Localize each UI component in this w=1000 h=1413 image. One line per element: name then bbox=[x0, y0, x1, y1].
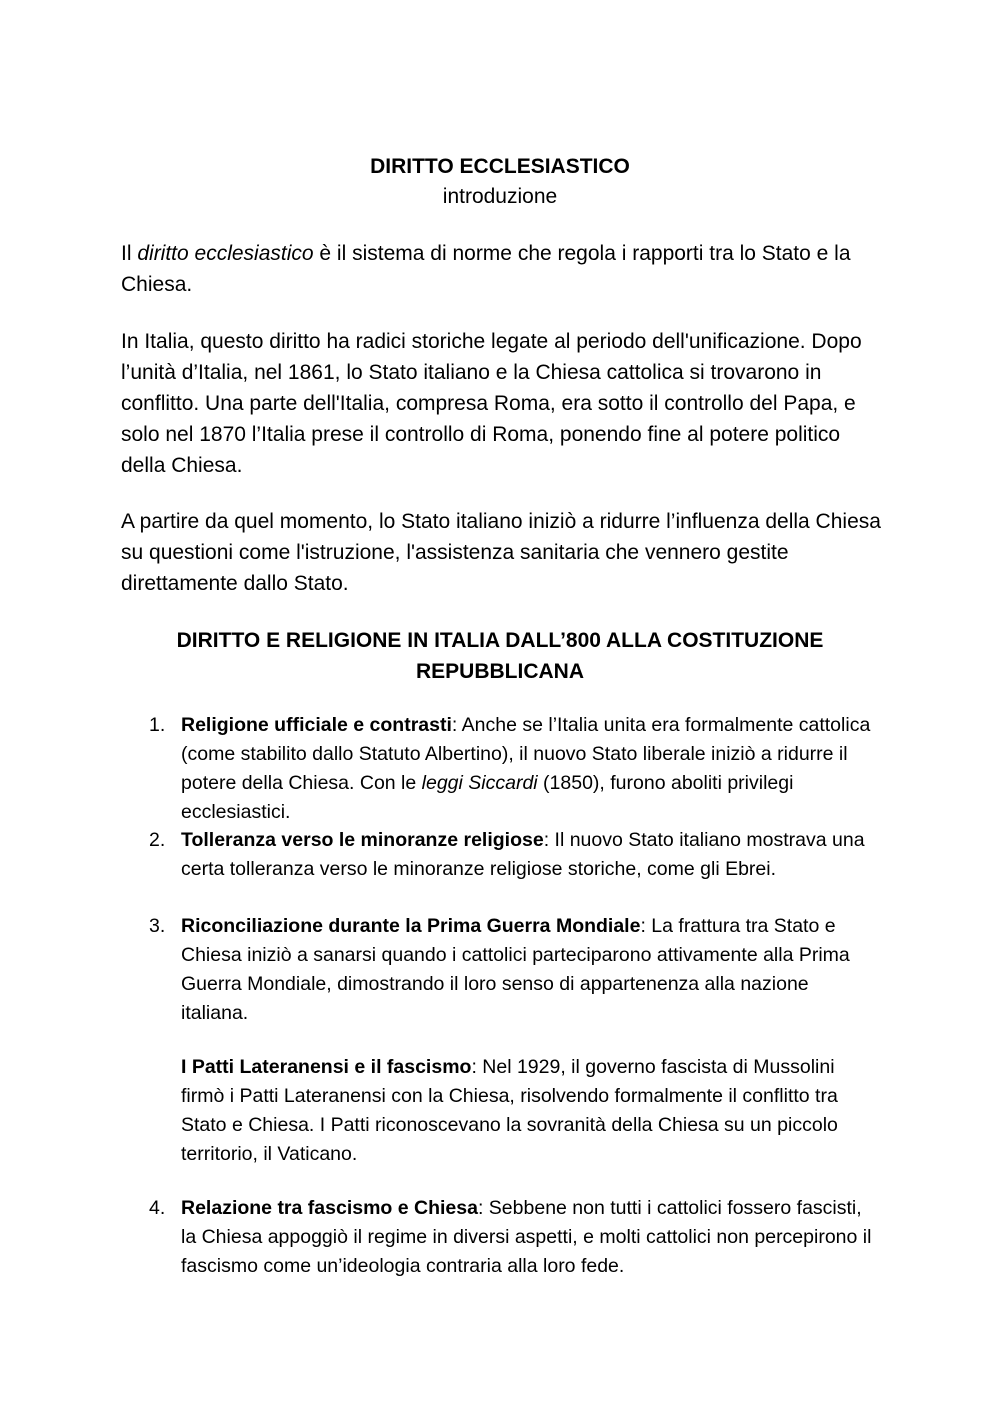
list-item-text: : Il nuovo Stato italiano mostrava una certa tolleranza verso le minoranze religiose storiche, come gli Ebrei. bbox=[181, 829, 865, 880]
list-item-heading: Religione ufficiale e contrasti bbox=[181, 714, 452, 736]
document-subtitle: introduzione bbox=[442, 185, 558, 208]
list-number: 3. bbox=[149, 915, 166, 937]
list-number: 4. bbox=[149, 1197, 166, 1219]
list-item bbox=[149, 912, 881, 1028]
list-item-heading: Relazione tra fascismo e Chiesa bbox=[181, 1197, 478, 1219]
list-item-text: : La frattura tra Stato e Chiesa iniziò a sanarsi quando i cattolici parteciparono attivamente alla Prima Guerra Mondiale, dimostrando il loro senso di appartenenza alla nazione italiana. bbox=[181, 915, 850, 1024]
section-heading: DIRITTO E RELIGIONE IN ITALIA DALL’800 ALLA COSTITUZIONE REPUBBLICANA bbox=[176, 629, 824, 683]
intro-text-end: è il sistema di norme che regola i rapporti tra lo Stato e la Chiesa. bbox=[121, 242, 851, 296]
history-paragraph: In Italia, questo diritto ha radici storiche legate al periodo dell'unificazione. Dopo l’unità d’Italia, nel 1861, lo Stato italiano e la Chiesa cattolica si trovarono in conflitto. Una parte dell'Italia, compresa Roma, era sotto il controllo del Papa, e solo nel 1870 l’Italia prese il controllo di Roma, ponendo fine al potere politico della Chiesa. bbox=[121, 330, 862, 477]
list-number: 1. bbox=[149, 714, 166, 736]
intro-italic-term: diritto ecclesiastico bbox=[137, 242, 314, 265]
list-item-text-end: (1850), furono aboliti privilegi ecclesiastici. bbox=[181, 772, 794, 823]
list-item-text: : Sebbene non tutti i cattolici fossero fascisti, la Chiesa appoggiò il regime in diversi aspetti, e molti cattolici non percepirono il fascismo come un’ideologia contraria alla loro fede. bbox=[181, 1197, 872, 1277]
intro-text-start: Il bbox=[121, 242, 138, 265]
influence-paragraph: A partire da quel momento, lo Stato italiano iniziò a ridurre l’influenza della Chiesa su questioni come l'istruzione, l'assistenza sanitaria che vennero gestite direttamente dallo Stato. bbox=[121, 510, 881, 595]
list-item-italic: leggi Siccardi bbox=[421, 772, 538, 794]
list-item-heading: Tolleranza verso le minoranze religiose bbox=[181, 829, 544, 851]
list-number: 2. bbox=[149, 829, 166, 851]
lateran-heading: I Patti Lateranensi e il fascismo bbox=[181, 1056, 472, 1078]
document-title: DIRITTO ECCLESIASTICO bbox=[370, 155, 630, 178]
list-item-text: : Anche se l’Italia unita era formalmente cattolica (come stabilito dallo Statuto Albertino), il nuovo Stato liberale iniziò a ridurre il potere della Chiesa. Con le bbox=[181, 714, 871, 794]
list-item bbox=[149, 1194, 881, 1281]
lateran-paragraph bbox=[181, 1053, 881, 1169]
list-item bbox=[149, 826, 881, 884]
lateran-text: : Nel 1929, il governo fascista di Mussolini firmò i Patti Lateranensi con la Chiesa, risolvendo formalmente il conflitto tra Stato e Chiesa. I Patti riconoscevano la sovranità della Chiesa su un piccolo territorio, il Vaticano. bbox=[181, 1056, 838, 1165]
intro-paragraph bbox=[121, 238, 881, 300]
list-item bbox=[149, 711, 881, 827]
list-item-heading: Riconciliazione durante la Prima Guerra Mondiale bbox=[181, 915, 641, 937]
